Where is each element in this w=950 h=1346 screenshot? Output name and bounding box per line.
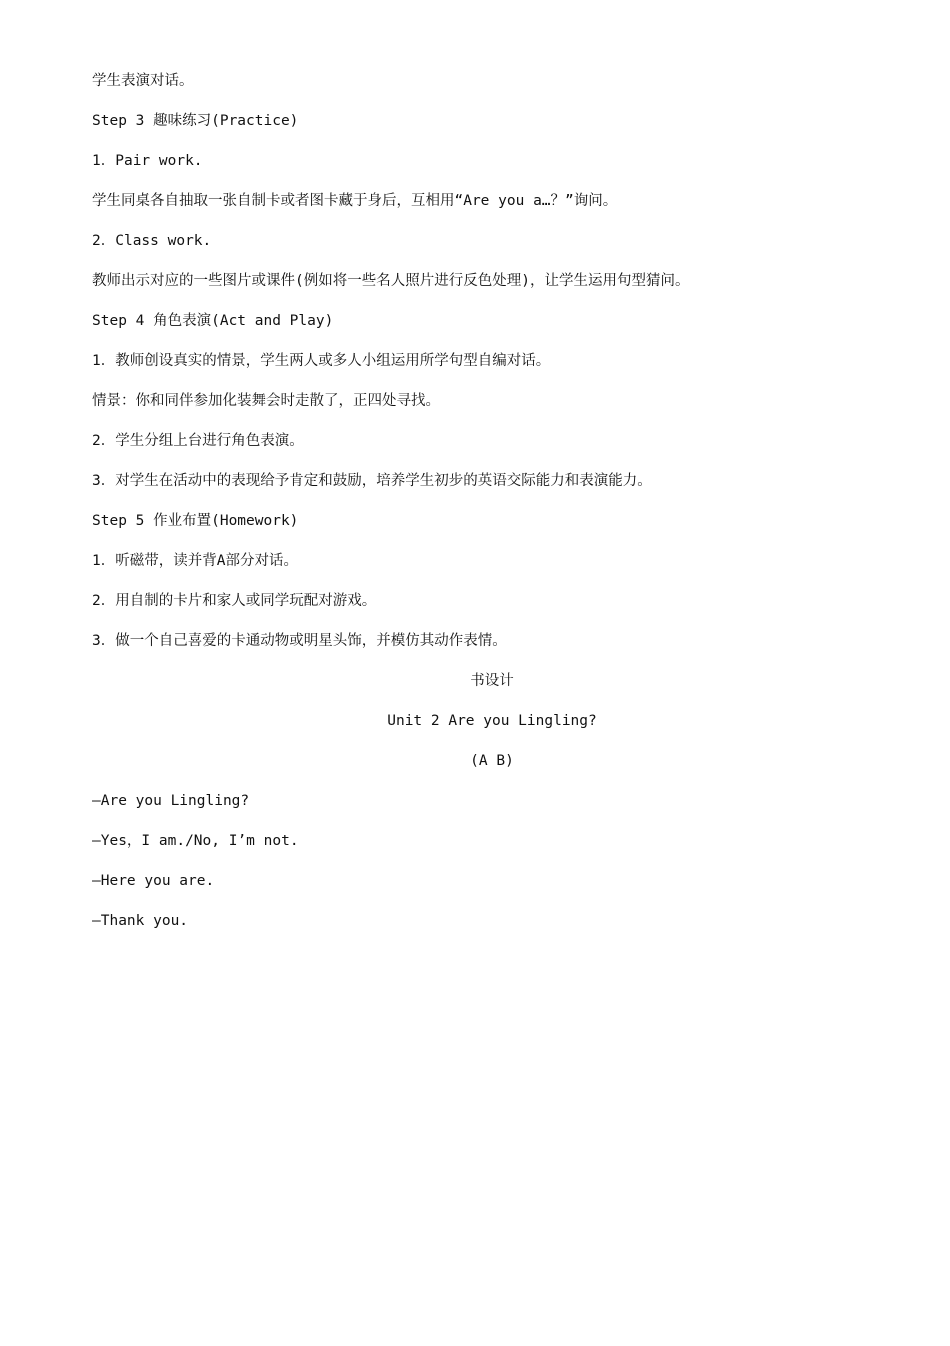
text-line: 2．用自制的卡片和家人或同学玩配对游戏。 xyxy=(92,593,377,609)
text-line: 学生表演对话。 xyxy=(92,73,194,89)
unit-title: Unit 2 Are you Lingling? xyxy=(387,713,597,729)
step-heading: Step 5 作业布置(Homework) xyxy=(92,513,299,529)
text-line: 1．听磁带，读并背A部分对话。 xyxy=(92,553,298,569)
dialogue-line: —Thank you. xyxy=(92,913,189,929)
text-line: 2．Class work. xyxy=(92,233,212,249)
text-line: 教师出示对应的一些图片或课件(例如将一些名人照片进行反色处理)，让学生运用句型猜问。 xyxy=(92,273,690,289)
lesson-steps xyxy=(92,70,892,670)
text-line: 3．做一个自己喜爱的卡通动物或明星头饰，并模仿其动作表情。 xyxy=(92,633,507,649)
text-line: 3．对学生在活动中的表现给予肯定和鼓励，培养学生初步的英语交际能力和表演能力。 xyxy=(92,473,652,489)
text-line: 2．学生分组上台进行角色表演。 xyxy=(92,433,304,449)
board-title: 书设计 xyxy=(470,673,514,689)
board-design xyxy=(92,670,892,950)
parts-label: (A B) xyxy=(470,753,514,769)
dialogue-line: —Are you Lingling? xyxy=(92,793,250,809)
dialogue-line: —Yes，I am./No, I’m not. xyxy=(92,833,299,849)
text-line: 学生同桌各自抽取一张自制卡或者图卡藏于身后，互相用“Are you a…？”询问。 xyxy=(92,193,618,209)
text-line: 情景：你和同伴参加化装舞会时走散了，正四处寻找。 xyxy=(92,393,440,409)
step-heading: Step 3 趣味练习(Practice) xyxy=(92,113,299,129)
text-line: 1．教师创设真实的情景，学生两人或多人小组运用所学句型自编对话。 xyxy=(92,353,551,369)
step-heading: Step 4 角色表演(Act and Play) xyxy=(92,313,334,329)
dialogue-line: —Here you are. xyxy=(92,873,215,889)
text-line: 1．Pair work. xyxy=(92,153,203,169)
